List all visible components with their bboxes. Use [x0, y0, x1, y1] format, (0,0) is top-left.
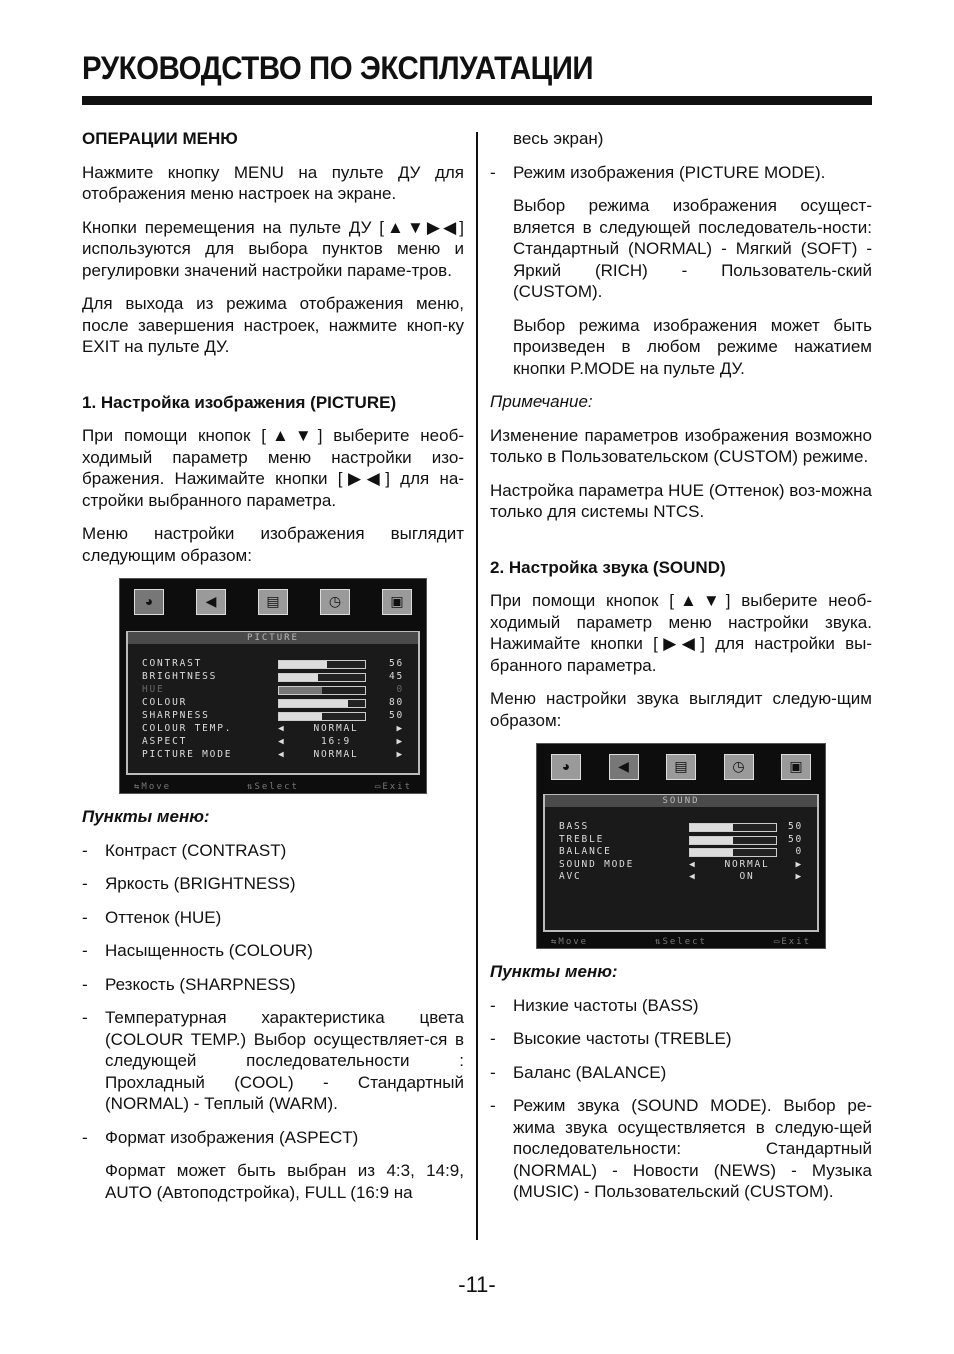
osd-label: PICTURE MODE [142, 749, 233, 760]
select-hint: ⇅Select [247, 782, 299, 792]
osd-slider [689, 836, 777, 845]
osd-row-avc [559, 870, 803, 883]
osd-slider-fill [690, 824, 733, 831]
right-column [490, 128, 872, 1215]
osd-row-hue [142, 683, 404, 696]
left-arrow-icon: ◀ [278, 723, 286, 734]
menu-heading: ОПЕРАЦИИ МЕНЮ [82, 129, 238, 148]
note-text: Изменение параметров изображения возможно только в Пользовательском (CUSTOM) режиме. [490, 425, 872, 466]
left-arrow-icon: ◀ [689, 858, 697, 870]
osd-footer [134, 777, 412, 791]
list-item: - Баланс (BALANCE) [490, 1062, 872, 1084]
osd-slider-fill [279, 674, 318, 681]
right-arrow-icon: ▶ [396, 723, 404, 734]
osd-row-sound-mode [559, 858, 803, 871]
osd-label: TREBLE [559, 833, 605, 845]
picture-mode-description: Выбор режима изображения осущест-вляется в следующей последователь-ности: Стандартный (NORMAL) - Мягкий (SOFT) - Яркий (RICH) - Пользователь-ский (CUSTOM). [513, 196, 872, 301]
sound-heading: 2. Настройка звука (SOUND) [490, 557, 726, 577]
list-item: - Оттенок (HUE) [82, 907, 464, 929]
clock-icon: ◷ [724, 754, 754, 780]
speaker-icon: ◀ [196, 589, 226, 615]
paragraph: При помощи кнопок [▲▼] выберите необ-ходимый параметр меню настройки звука. Нажимайте кнопки [▶◀] для настройки вы-бранного параметра. [490, 591, 872, 675]
keyboard-icon: ▤ [666, 754, 696, 780]
right-arrow-icon: ▶ [396, 736, 404, 747]
speaker-icon: ◀ [609, 754, 639, 780]
list-item: - Температурная характеристика цвета (COLOUR TEMP.) Выбор осуществляет-ся в следующей последовательности : Прохладный (COOL) - Стандартный (NORMAL) - Теплый (WARM). [82, 1007, 464, 1115]
osd-value: 45 [388, 671, 404, 682]
paragraph: Меню настройки изображения выглядит следующим образом: [82, 524, 464, 565]
osd-value: 50 [388, 710, 404, 721]
page-number: -11- [458, 1272, 496, 1297]
exit-hint: ▭Exit [374, 782, 412, 792]
osd-label: COLOUR [142, 697, 188, 708]
picture-mode-description: Выбор режима изображения может быть произведен в любом режиме нажатием кнопки P.MODE на пульте ДУ. [513, 315, 872, 378]
left-arrow-icon: ◀ [278, 749, 286, 760]
list-item: - Режим изображения (PICTURE MODE). [490, 162, 872, 184]
osd-panel [543, 794, 819, 932]
osd-panel-title: PICTURE [128, 632, 418, 644]
osd-panel-title: SOUND [545, 795, 817, 807]
osd-value: 0 [795, 846, 803, 857]
left-arrow-icon: ◀ [278, 736, 286, 747]
osd-label: SOUND MODE [559, 858, 635, 870]
list-item: - Низкие частоты (BASS) [490, 995, 872, 1017]
osd-slider [278, 712, 366, 721]
picture-icon: ◕ [551, 754, 581, 780]
osd-slider [278, 673, 366, 682]
paragraph: При помощи кнопок [▲▼] выберите необ-ходимый параметр меню настройки изо-бражения. Нажимайте кнопки [▶◀] для на-стройки выбранного параметра. [82, 426, 464, 510]
osd-label: ASPECT [142, 736, 188, 747]
column-divider [476, 132, 478, 1240]
osd-slider [278, 699, 366, 708]
osd-select-value: 16:9 [320, 736, 352, 747]
osd-label: BRIGHTNESS [142, 671, 218, 682]
right-arrow-icon: ▶ [795, 871, 803, 882]
screen-icon: ▣ [382, 589, 412, 615]
note-label: Примечание: [490, 392, 593, 411]
title-rule [82, 96, 872, 105]
osd-row-balance [559, 845, 803, 858]
osd-row-aspect [142, 735, 404, 748]
list-item: - Насыщенность (COLOUR) [82, 940, 464, 962]
osd-label: CONTRAST [142, 658, 203, 669]
items-heading: Пункты меню: [490, 962, 618, 981]
osd-icon-bar [120, 579, 426, 615]
exit-hint: ▭Exit [773, 937, 811, 947]
osd-label: SHARPNESS [142, 710, 210, 721]
osd-icon-bar [537, 744, 825, 780]
left-column [82, 128, 464, 1215]
osd-select-value: NORMAL [313, 749, 359, 760]
osd-slider-fill [690, 837, 733, 844]
osd-value: 50 [787, 821, 803, 832]
items-heading: Пункты меню: [82, 807, 210, 826]
list-item: - Резкость (SHARPNESS) [82, 974, 464, 996]
osd-select-value: NORMAL [313, 723, 359, 734]
paragraph: Меню настройки звука выглядит следую-щим образом: [490, 689, 872, 730]
osd-slider-fill [279, 700, 348, 707]
clock-icon: ◷ [320, 589, 350, 615]
list-item: - Яркость (BRIGHTNESS) [82, 873, 464, 895]
osd-select-value: ON [739, 871, 755, 882]
osd-footer [551, 932, 811, 946]
left-arrow-icon: ◀ [689, 871, 697, 882]
picture-menu-screenshot [119, 578, 427, 794]
osd-slider-fill [279, 661, 327, 668]
right-arrow-icon: ▶ [396, 749, 404, 760]
osd-panel [126, 631, 420, 775]
page-title: РУКОВОДСТВО ПО ЭКСПЛУАТАЦИИ [82, 50, 594, 86]
osd-row-sharpness [142, 709, 404, 722]
aspect-description: Формат может быть выбран из 4:3, 14:9, AUTO (Автоподстройка), FULL (16:9 на [105, 1161, 464, 1202]
osd-value: 0 [396, 684, 404, 695]
select-hint: ⇅Select [655, 937, 707, 947]
osd-row-treble [559, 833, 803, 846]
osd-label: BASS [559, 821, 590, 832]
osd-value: 50 [787, 833, 803, 845]
note-text: Настройка параметра HUE (Оттенок) воз-можна только для системы NTCS. [490, 480, 872, 521]
osd-label: HUE [142, 684, 165, 695]
osd-label: COLOUR TEMP. [142, 723, 233, 734]
list-item: - Режим звука (SOUND MODE). Выбор ре-жима звука осуществляется в следую-щей последовательности: Стандартный (NORMAL) - Новости (NEWS) - Музыка (MUSIC) - Пользовательский (CUSTOM). [490, 1095, 872, 1203]
osd-label: BALANCE [559, 846, 612, 857]
list-item: - Контраст (CONTRAST) [82, 840, 464, 862]
osd-slider [278, 660, 366, 669]
osd-label: AVC [559, 871, 582, 882]
osd-row-picture-mode [142, 748, 404, 761]
paragraph: Кнопки перемещения на пульте ДУ [▲▼▶◀] используются для выбора пунктов меню и регулировки значений настройки параме-тров. [82, 217, 464, 280]
osd-row-brightness [142, 670, 404, 683]
aspect-continuation: весь экран) [513, 129, 604, 148]
move-hint: ⇆Move [134, 782, 172, 792]
osd-slider [689, 823, 777, 832]
osd-value: 56 [388, 658, 404, 669]
osd-value: 80 [388, 697, 404, 708]
osd-slider [689, 848, 777, 857]
osd-row-colour [142, 696, 404, 709]
screen-icon: ▣ [781, 754, 811, 780]
paragraph: Нажмите кнопку MENU на пульте ДУ для отображения меню настроек на экране. [82, 162, 464, 203]
right-arrow-icon: ▶ [795, 858, 803, 870]
osd-slider [278, 686, 366, 695]
osd-select-value: NORMAL [724, 858, 770, 870]
osd-row-bass [559, 820, 803, 833]
picture-icon: ◕ [134, 589, 164, 615]
list-item: - Формат изображения (ASPECT) [82, 1127, 464, 1149]
list-item: - Высокие частоты (TREBLE) [490, 1028, 872, 1050]
sound-menu-screenshot [536, 743, 826, 949]
osd-slider-fill [279, 687, 322, 694]
paragraph: Для выхода из режима отображения меню, после завершения настроек, нажмите кноп-ку EXIT на пульте ДУ. [82, 294, 464, 356]
osd-row-colour-temp [142, 722, 404, 735]
osd-slider-fill [279, 713, 322, 720]
osd-slider-fill [690, 849, 733, 856]
osd-row-contrast [142, 657, 404, 670]
keyboard-icon: ▤ [258, 589, 288, 615]
picture-heading: 1. Настройка изображения (PICTURE) [82, 392, 397, 412]
move-hint: ⇆Move [551, 937, 589, 947]
